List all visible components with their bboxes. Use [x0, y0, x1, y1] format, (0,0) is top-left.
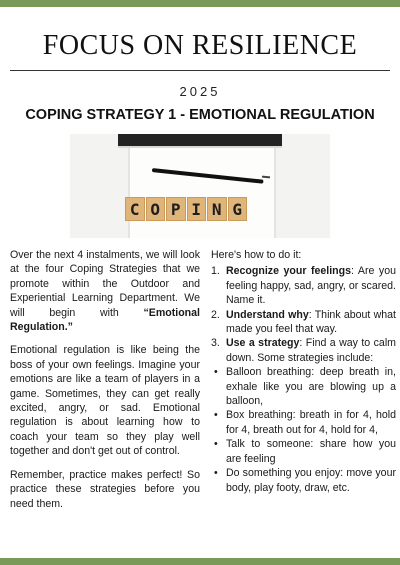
bullet-icon: • [214, 438, 218, 451]
strategy-list [211, 365, 396, 495]
left-column [10, 248, 200, 520]
step-item [211, 264, 396, 307]
section-subtitle: COPING STRATEGY 1 - EMOTIONAL REGULATION [25, 107, 375, 123]
letter-tile: G [228, 197, 248, 221]
intro-text: Over the next 4 instalments, we will look at the four Coping Strategies that we promote within the Outdoor and Experiential Learning Department. We will begin with [10, 249, 200, 319]
bullet-icon: • [214, 467, 218, 480]
letter-tile: O [146, 197, 166, 221]
step-heading: Understand why [226, 308, 309, 321]
right-column [211, 248, 396, 495]
letter-tile: P [166, 197, 186, 221]
step-text: : Think about what made you feel that way. [226, 308, 396, 336]
explanation-paragraph: Emotional regulation is like being the boss of your own feelings. Imagine your emotions are like a team of players in a game. Sometimes, they can get really excited, angry, or sad. Emotional regulation is about learning how to coach your team so they play well together and don't get out of control. [10, 344, 200, 458]
strategy-item [211, 408, 396, 437]
strategy-text: Box breathing: breath in for 4, hold for 4, breath out for 4, hold for 4, [226, 409, 396, 436]
top-accent-bar [0, 0, 400, 7]
step-number: 2. [211, 308, 220, 321]
year-label: 2025 [179, 84, 221, 99]
bottom-accent-bar [0, 558, 400, 565]
intro-paragraph [10, 248, 200, 334]
intro-emphasis: “Emotional Regulation.” [10, 306, 200, 334]
step-heading: Recognize your feelings [226, 265, 352, 278]
bullet-icon: • [214, 409, 218, 422]
coping-photo [70, 134, 330, 238]
step-heading: Use a strategy [226, 337, 300, 350]
step-text: : Find a way to calm down. Some strategies include: [226, 337, 396, 364]
strategy-text: Do something you enjoy: move your body, play footy, draw, etc. [226, 467, 396, 494]
closing-paragraph: Remember, practice makes perfect! So practice these strategies before you need them. [10, 468, 200, 510]
strategy-text: Balloon breathing: deep breath in, exhale like you are blowing up a balloon, [226, 366, 396, 408]
clipboard-paper [128, 148, 276, 238]
letter-tile: N [207, 197, 227, 221]
strategy-item [211, 466, 396, 495]
strategy-item [211, 365, 396, 408]
clipboard-clip-edge [118, 146, 282, 148]
bullet-icon: • [214, 366, 218, 379]
steps-list [211, 264, 396, 365]
letter-tiles [125, 197, 247, 221]
step-text: : Are you feeling happy, sad, angry, or scared. Name it. [226, 265, 397, 307]
strategy-text: Talk to someone: share how you are feeling [226, 438, 396, 465]
clipboard-clip [118, 134, 282, 146]
step-number: 3. [211, 337, 220, 350]
strategy-item [211, 437, 396, 466]
step-number: 1. [211, 265, 220, 278]
title-divider [10, 70, 390, 71]
page-title: FOCUS ON RESILIENCE [42, 30, 358, 61]
letter-tile: C [125, 197, 145, 221]
step-item [211, 336, 396, 365]
step-item [211, 308, 396, 337]
letter-tile: I [187, 197, 207, 221]
steps-lead: Here's how to do it: [211, 249, 302, 261]
